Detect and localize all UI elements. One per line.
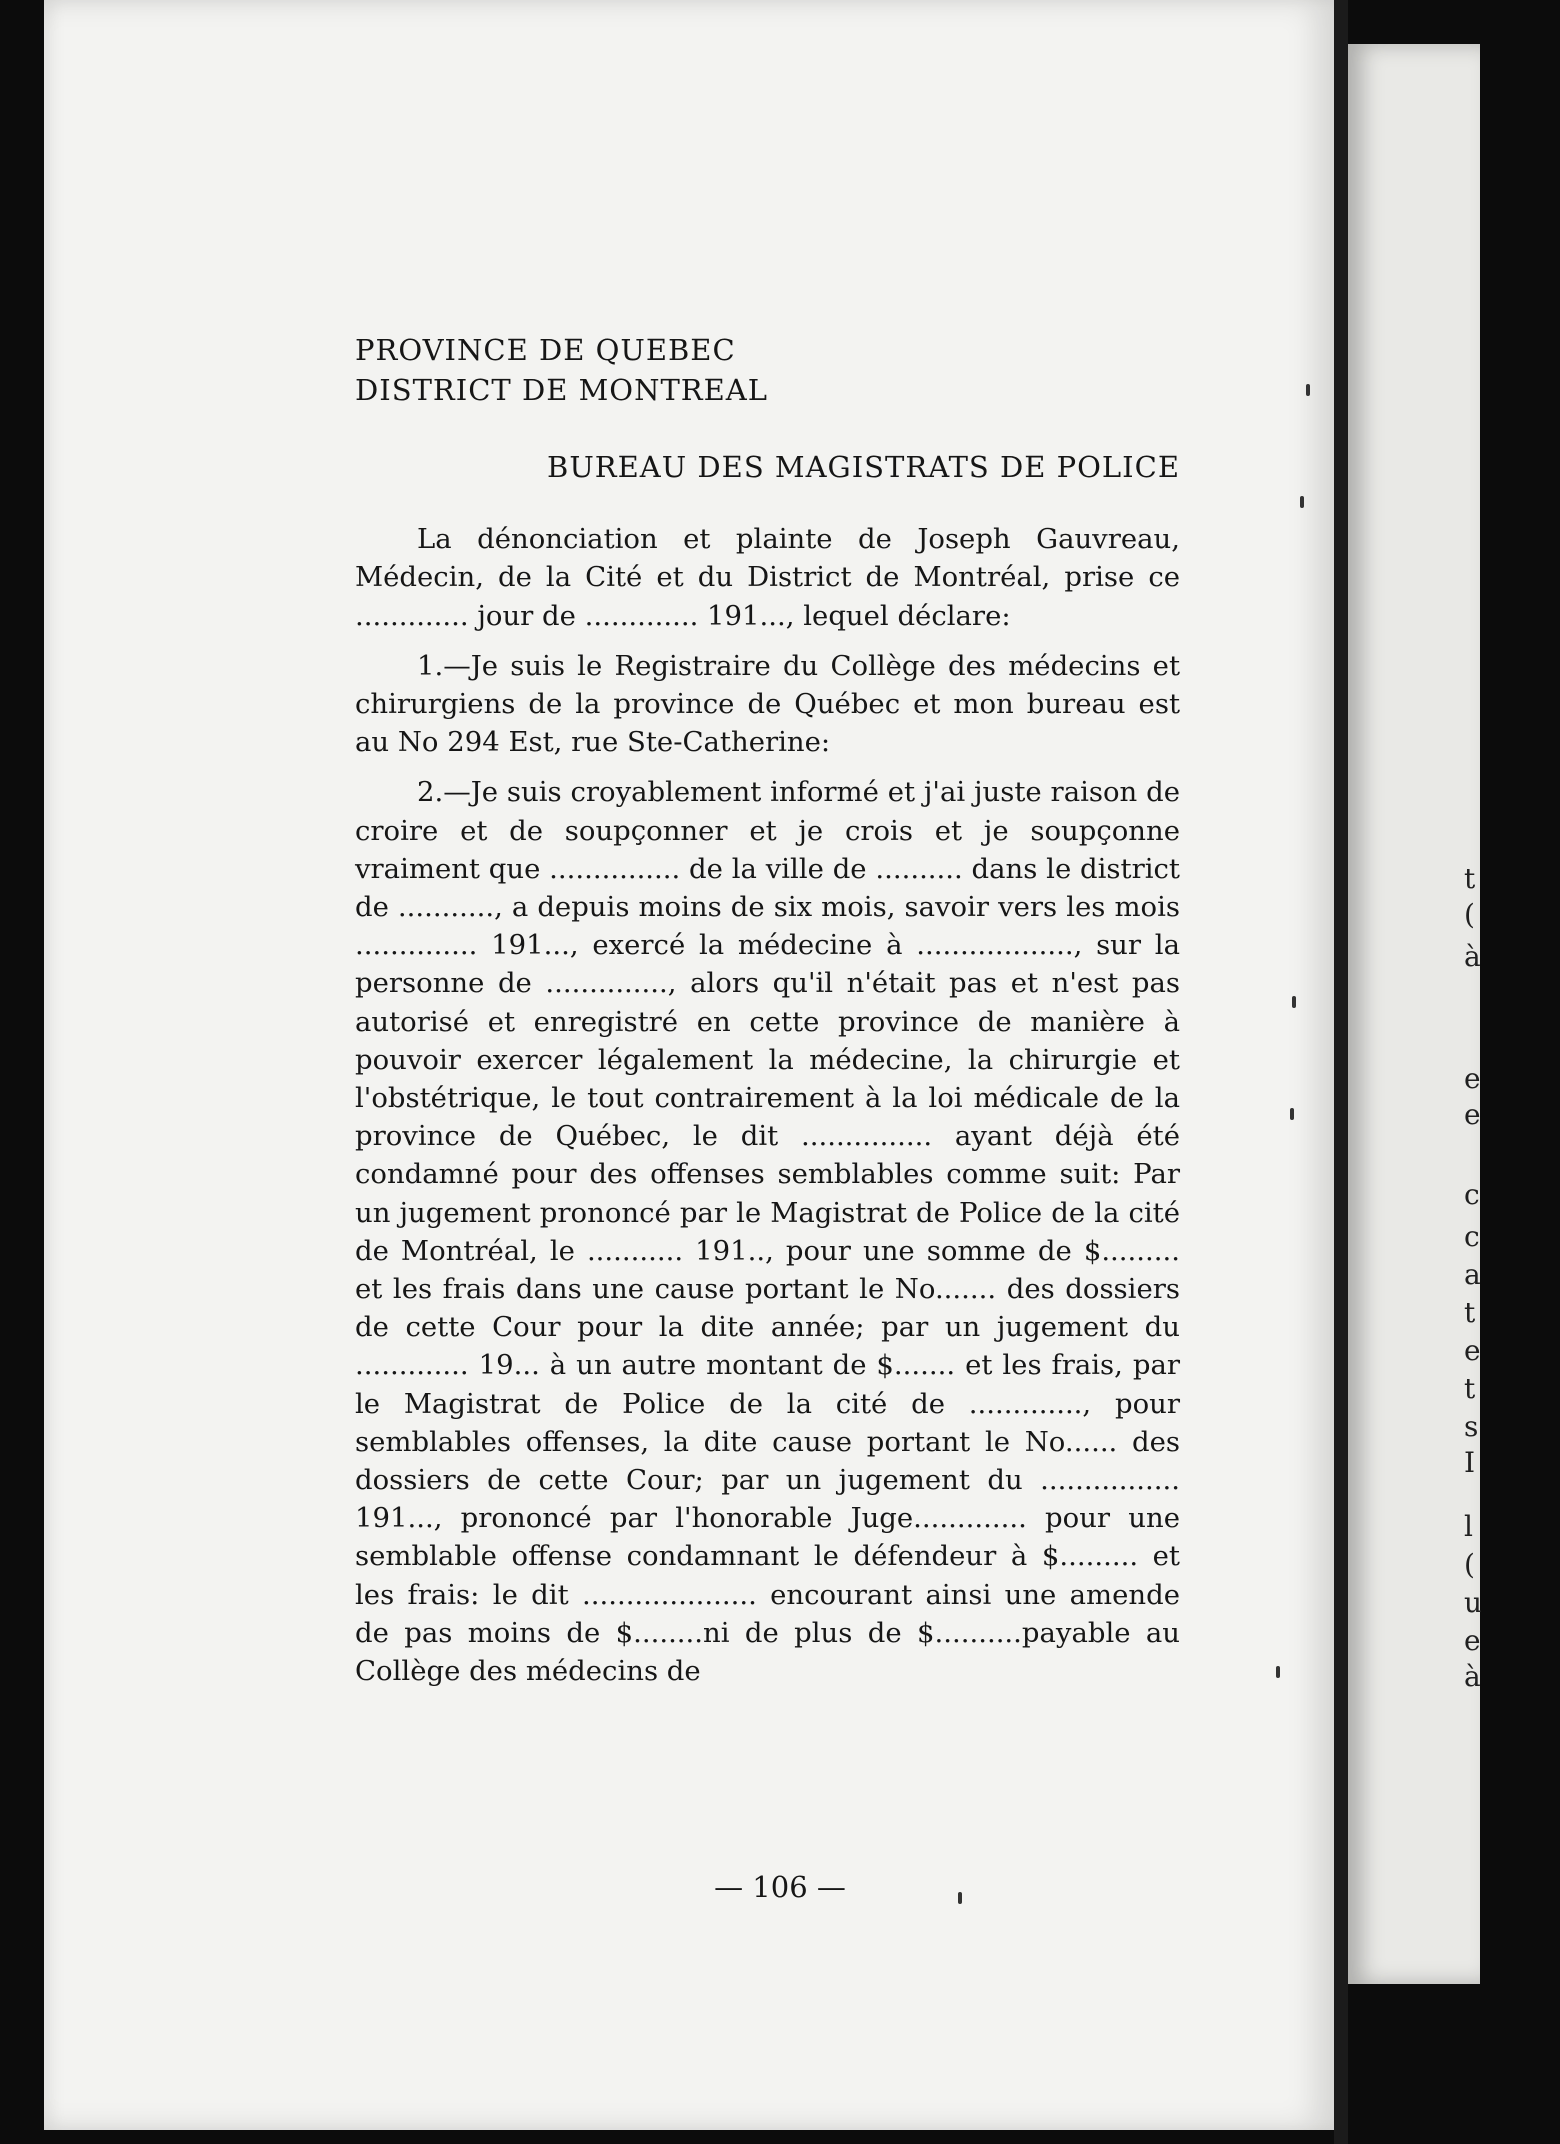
edge-letter: c: [1464, 1220, 1480, 1253]
edge-letter: à: [1464, 940, 1481, 973]
document-body: [355, 330, 1180, 1702]
intro-paragraph: La dénonciation et plainte de Joseph Gauvreau, Médecin, de la Cité et du District de Montréal, prise ce ............. jour de ............. 191..., lequel déclare:: [355, 523, 1180, 632]
ink-speck: [1276, 1666, 1280, 1678]
edge-letter: I: [1464, 1446, 1476, 1479]
edge-letter: t: [1464, 1372, 1476, 1405]
edge-letter: l: [1464, 1510, 1473, 1543]
ink-speck: [1300, 496, 1304, 508]
edge-letter: c: [1464, 1178, 1480, 1211]
ink-speck: [1306, 384, 1310, 396]
heading-province: PROVINCE DE QUEBEC: [355, 333, 736, 367]
edge-letter: à: [1464, 1660, 1481, 1693]
edge-letter: t: [1464, 862, 1476, 895]
edge-letter: (: [1464, 898, 1475, 931]
edge-letter: e: [1464, 1624, 1481, 1657]
page-number: — 106 —: [714, 1870, 846, 1904]
edge-letter: e: [1464, 1098, 1481, 1131]
bureau-title: BUREAU DES MAGISTRATS DE POLICE: [547, 450, 1180, 484]
edge-letter: u: [1464, 1586, 1483, 1619]
paragraph-2: 2.—Je suis croyablement informé et j'ai juste raison de croire et de soupçonner et je crois et je soupçonne vraiment que ............... de la ville de .......... dans le district de ..........., a depuis moins de six mois, savoir vers les mois .............. 191..., exercé la médecine à .................., sur la personne de .............., alors qu'il n'était pas et n'est pas autorisé et enregistré en cette province de manière à pouvoir exercer légalement la médecine, la chirurgie et l'obstétrique, le tout contrairement à la loi médicale de la province de Québec, le dit ............... ayant déjà été condamné pour des offenses semblables comme suit: Par un jugement prononcé par le Magistrat de Police de la cité de Montréal, le ........... 191.., pour une somme de $......... et les frais dans une cause portant le No....... des dossiers de cette Cour pour la dite année; par un jugement du ............. 19... à un autre montant de $....... et les frais, par le Magistrat de Police de la cité de ............., pour semblables offenses, la dite cause portant le No...... des dossiers de cette Cour; par un jugement du ................ 191..., prononcé par l'honorable Juge............. pour une semblable offense condamnant le défendeur à $......... et les frais: le dit .................... encourant ainsi une amende de pas moins de $........ni de plus de $..........payable au Collège des médecins de: [355, 776, 1180, 1688]
edge-letter: t: [1464, 1296, 1476, 1329]
heading-district: DISTRICT DE MONTREAL: [355, 373, 768, 407]
edge-letter: (: [1464, 1548, 1475, 1581]
facing-page-edge: [1348, 44, 1483, 1984]
edge-letter: s: [1464, 1410, 1479, 1443]
edge-letter: e: [1464, 1334, 1481, 1367]
edge-letter: e: [1464, 1062, 1481, 1095]
book-gutter: [1334, 0, 1348, 2144]
paragraph-1: 1.—Je suis le Registraire du Collège des médecins et chirurgiens de la province de Québec et mon bureau est au No 294 Est, rue Ste-Catherine:: [355, 649, 1180, 759]
edge-letter: a: [1464, 1258, 1481, 1291]
ink-speck: [1292, 996, 1296, 1008]
ink-speck: [1290, 1108, 1294, 1120]
